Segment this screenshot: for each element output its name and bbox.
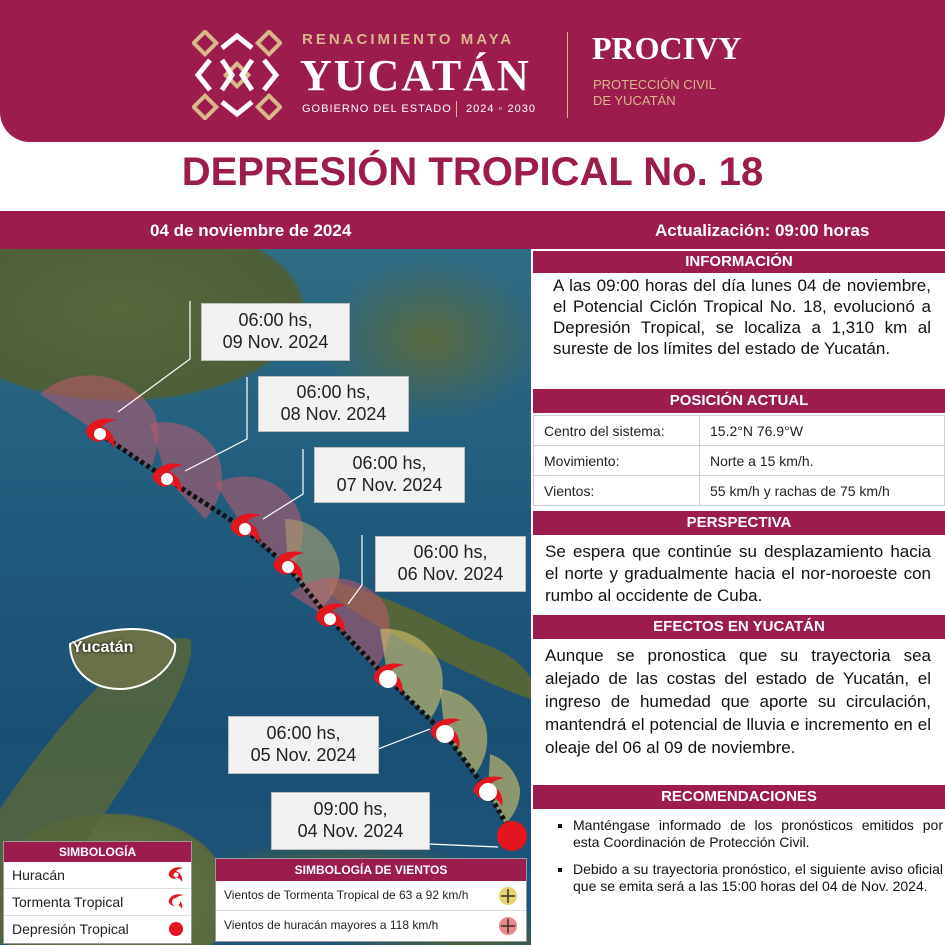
position-label: Centro del sistema: (534, 416, 700, 446)
wind-legend-label: Vientos de Tormenta Tropical de 63 a 92 km/h (224, 888, 469, 902)
recommendations-list (549, 817, 943, 905)
legend-row-depression (4, 916, 191, 942)
forecast-callout (201, 303, 350, 361)
info-header: INFORMACIÓN (533, 251, 945, 273)
wind-legend-title: SIMBOLOGÍA DE VIENTOS (216, 859, 526, 881)
position-value: Norte a 15 km/h. (700, 446, 945, 476)
recommendations-header: RECOMENDACIONES (533, 785, 945, 809)
callout-time: 06:00 hs, (238, 310, 313, 330)
callout-date: 08 Nov. 2024 (280, 404, 387, 424)
perspective-text: Se espera que continúe su desplazamiento hacia el norte y gradualmente hacia el nor-noroeste con rumbo al occidente de Cuba. (545, 542, 931, 605)
forecast-callout (258, 376, 409, 432)
callout-time: 09:00 hs, (313, 799, 388, 819)
position-row (534, 476, 945, 506)
symbology-legend (3, 841, 192, 944)
brand-sub-right: 2024 ◦ 2030 (466, 103, 536, 115)
callout-time: 06:00 hs, (266, 723, 341, 743)
org-sub-2: DE YUCATÁN (593, 93, 676, 108)
forecast-map (0, 249, 531, 945)
tropical-storm-wind-icon (498, 886, 518, 906)
report-date: 04 de noviembre de 2024 (150, 221, 352, 240)
position-label: Vientos: (534, 476, 700, 506)
forecast-callout (314, 447, 465, 503)
page-title: DEPRESIÓN TROPICAL No. 18 (181, 150, 764, 194)
callout-date: 04 Nov. 2024 (297, 821, 404, 841)
callout-time: 06:00 hs, (352, 453, 427, 473)
info-panel (533, 249, 945, 945)
perspective-header: PERSPECTIVA (533, 511, 945, 535)
header-divider (567, 32, 568, 118)
position-table (533, 415, 945, 506)
callout-date: 05 Nov. 2024 (250, 745, 357, 765)
legend-row-storm (4, 889, 191, 916)
brand-name: YUCATÁN (300, 51, 531, 100)
legend-label: Depresión Tropical (12, 921, 129, 937)
legend-title: SIMBOLOGÍA (4, 842, 191, 862)
callout-date: 06 Nov. 2024 (397, 564, 504, 584)
wind-legend-label: Vientos de huracán mayores a 118 km/h (224, 918, 439, 932)
wind-legend-row-storm (216, 881, 526, 911)
brand-tagline: RENACIMIENTO MAYA (302, 31, 515, 48)
callout-date: 09 Nov. 2024 (222, 332, 329, 352)
date-bar (0, 211, 945, 249)
forecast-callout (375, 536, 526, 592)
brand-sub-left: GOBIERNO DEL ESTADO (302, 103, 452, 115)
callout-date: 07 Nov. 2024 (336, 475, 443, 495)
legend-row-hurricane (4, 862, 191, 889)
wind-legend (215, 858, 527, 942)
forecast-callout (271, 792, 430, 850)
effects-text: Aunque se pronostica que su trayectoria sea alejado de las costas del estado de Yucatán, el ingreso de humedad que aporte su circulación, mantendrá el potencial de lluvia e incremento en el oleaje del 06 al 09 de noviembre. (545, 646, 931, 757)
legend-label: Huracán (12, 867, 65, 883)
position-header: POSICIÓN ACTUAL (533, 389, 945, 413)
recommendation-item: ▪ Debido a su trayectoria pronóstico, el siguiente aviso oficial que se emita será a las 15:00 horas del 04 de Nov. 2024. (573, 861, 943, 895)
wind-legend-row-hurricane (216, 911, 526, 940)
brand-divider (456, 101, 457, 117)
callout-time: 06:00 hs, (413, 542, 488, 562)
yucatan-label: Yucatán (72, 639, 134, 656)
recommendation-item: ▪ Manténgase informado de los pronósticos emitidos por esta Coordinación de Protección Civil. (573, 817, 943, 851)
tropical-depression-icon (169, 922, 183, 936)
position-value: 55 km/h y rachas de 75 km/h (700, 476, 945, 506)
legend-label: Tormenta Tropical (12, 894, 124, 910)
position-value: 15.2°N 76.9°W (700, 416, 945, 446)
hurricane-icon (167, 866, 185, 884)
callout-time: 06:00 hs, (296, 382, 371, 402)
info-text: A las 09:00 horas del día lunes 04 de noviembre, el Potencial Ciclón Tropical No. 18, evolucionó a Depresión Tropical, se localiza a 1,310 km al sureste de los límites del estado de Yucatán. (553, 276, 931, 358)
position-row (534, 446, 945, 476)
position-row (534, 416, 945, 446)
tropical-depression-icon (497, 821, 527, 851)
org-sub-1: PROTECCIÓN CIVIL (593, 77, 716, 92)
forecast-callout (228, 716, 379, 774)
update-time: Actualización: 09:00 horas (655, 221, 870, 240)
position-label: Movimiento: (534, 446, 700, 476)
hurricane-wind-icon (498, 916, 518, 936)
maya-logo-icon (192, 30, 282, 120)
effects-header: EFECTOS EN YUCATÁN (533, 615, 945, 639)
page-header (0, 0, 945, 142)
org-name: PROCIVY (592, 30, 742, 66)
tropical-storm-icon (167, 893, 185, 911)
